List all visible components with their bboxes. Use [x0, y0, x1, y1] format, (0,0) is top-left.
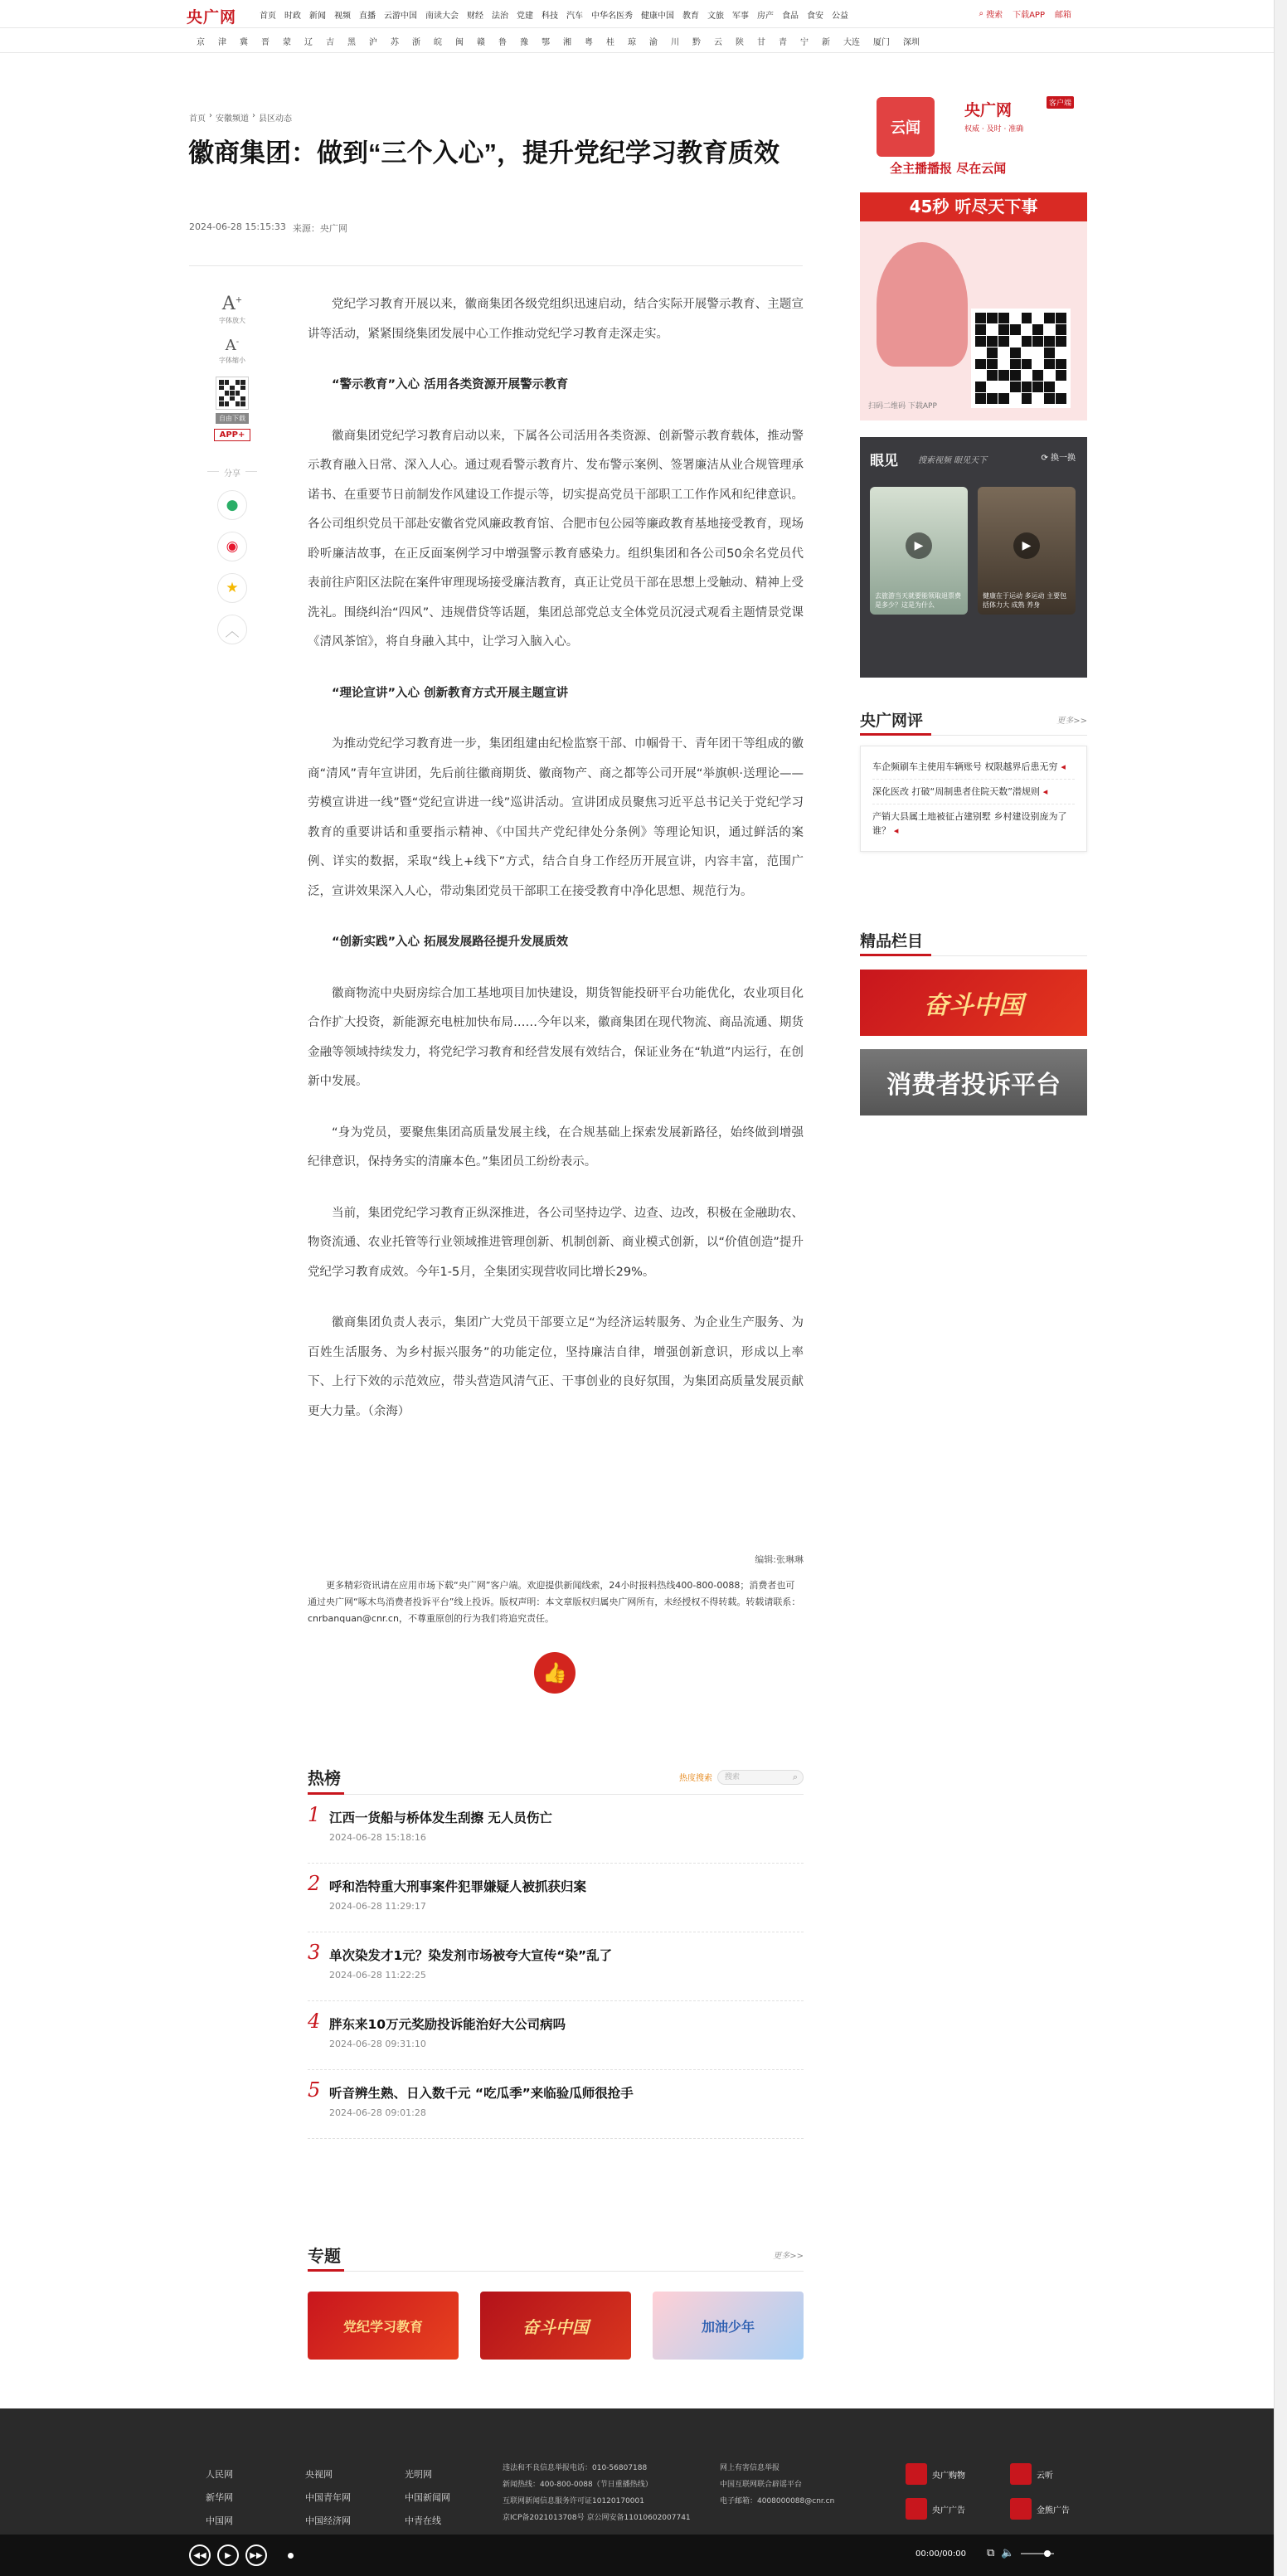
nav-link[interactable]: 新闻 [309, 11, 326, 21]
audio-player [0, 2535, 1287, 2576]
nav-link[interactable]: 时政 [284, 11, 301, 21]
microphone-image [877, 242, 968, 367]
nav-link[interactable]: 首页 [260, 11, 276, 21]
hot-list-item[interactable] [308, 1932, 804, 2001]
province-link[interactable]: 辽 [304, 37, 313, 47]
hot-list-item[interactable] [308, 2070, 804, 2139]
province-link[interactable]: 渝 [649, 37, 658, 47]
article-source: 来源：央广网 [292, 223, 347, 234]
mail-link[interactable]: 邮箱 [1055, 11, 1071, 20]
hot-item-title[interactable]: 听音辨生熟、日入数千元 “吃瓜季”来临验瓜师很抢手 [329, 2086, 634, 2101]
back-to-top-icon[interactable]: ︿ [217, 615, 247, 644]
province-link[interactable]: 豫 [520, 37, 528, 47]
column-banner[interactable]: 奋斗中国 [860, 970, 1087, 1036]
topic-card[interactable]: 党纪学习教育 [308, 2292, 459, 2360]
hot-search-label: 热度搜索 [679, 1774, 712, 1783]
footer-link[interactable]: 人民网 [206, 2469, 233, 2480]
review-title: 央广网评 [860, 708, 923, 731]
footer-link[interactable]: 中国新闻网 [405, 2492, 450, 2503]
font-down-icon: A- [225, 337, 240, 354]
audio-icon: ◂ [891, 825, 899, 836]
article-tools [203, 294, 261, 644]
article-paragraph: 党纪学习教育开展以来，徽商集团各级党组织迅速启动，结合实际开展警示教育、主题宣讲等活动，紧紧围绕集团发展中心工作推动党纪学习教育走深走实。 [308, 298, 804, 341]
nav-link[interactable]: 汽车 [566, 11, 583, 21]
topics-section [308, 2243, 804, 2360]
province-link[interactable]: 粤 [585, 37, 593, 47]
topic-card[interactable]: 奋斗中国 [480, 2292, 631, 2360]
columns-section [860, 929, 1087, 1115]
ad-tag: 客户端 [1047, 96, 1074, 109]
ad-brand: 央广网 [964, 101, 1013, 119]
province-link[interactable]: 川 [671, 37, 679, 47]
top-right-links [979, 7, 1071, 20]
province-link[interactable]: 鲁 [498, 37, 507, 47]
hot-rank: 5 [308, 2078, 321, 2102]
province-link[interactable]: 冀 [240, 37, 248, 47]
column-banner[interactable]: 消费者投诉平台 [860, 1049, 1087, 1115]
search-icon: ⌕ [979, 9, 984, 18]
article-paragraph: 为推动党纪学习教育进一步，集团组建由纪检监察干部、巾帼骨干、青年团干等组成的徽商“清风”青年宣讲团，先后前往徽商期货、徽商物产、商之都等公司开展“举旗帜·送理论——劳模宣讲进一线”暨“党纪宣讲进一线”巡讲活动。宣讲团成员聚焦习近平总书记关于党纪学习教育的重要讲话和重要指示精神、《中国共产党纪律处分条例》等理论知识，通过鲜活的案例、详实的数据，采取“线上+线下”方式，结合自身工作经历开展宣讲，内容丰富，范围广泛，宣讲效果深入人心，带动集团党员干部职工在接受教育中净化思想、规范行为。 [308, 737, 804, 898]
review-item-text: 深化医改 打破“周制患者住院天数”潜规则 [872, 786, 1040, 797]
article-subheading: “创新实践”入心 拓展发展路径提升发展质效 [332, 936, 569, 949]
province-link[interactable]: 陕 [736, 37, 744, 47]
hot-rank: 4 [308, 2010, 321, 2033]
nav-link[interactable]: 文旅 [707, 11, 724, 21]
article-paragraph: 徽商集团党纪学习教育启动以来，下属各公司活用各类资源、创新警示教育载体，推动警示教育融入日常、深入人心。通过观看警示教育片、发布警示案例、签署廉洁从业合规管理承诺书、在重要节日前制发作风建设工作提示等，切实提高党员干部职工工作作风和纪律意识。各公司组织党员干部赴安徽省党风廉政教育馆、合肥市包公园等廉政教育基地接受教育，现场聆听廉洁故事，在正反面案例学习中增强警示教育感染力。组织集团和各公司50余名党员代表前往庐阳区法院在案件审理现场接受廉洁教育，真正让党员干部在思想上受触动、精神上受洗礼。围绕纠治“四风”、违规借贷等话题，集团总部党总支全体党员沉浸式观看主题情景党课《清风茶馆》，将自身融入其中，让学习入脑入心。 [308, 429, 804, 649]
copyright-notice: 更多精彩资讯请在应用市场下载“央广网”客户端。欢迎提供新闻线索，24小时报料热线400-800-0088；消费者也可通过央广网“啄木鸟消费者投诉平台”线上投诉。版权声明：本文章版权归属央广网所有，未经授权不得转载。转载请联系：cnrbanquan@cnr.cn，不尊重原创的行为我们将追究责任。 [308, 1580, 801, 1624]
audio-icon: ◂ [1057, 761, 1066, 772]
province-link[interactable]: 黔 [692, 37, 701, 47]
province-link[interactable]: 皖 [434, 37, 442, 47]
footer-app-label: 金熊广告 [1037, 2506, 1070, 2515]
article-paragraph: 当前，集团党纪学习教育正纵深推进，各公司坚持边学、边查、边改，积极在金融助农、物资流通、农业托管等行业领域推进管理创新、机制创新、商业模式创新，以“价值创造”提升党纪学习教育成效。今年1-5月，全集团实现营收同比增长29%。 [308, 1206, 804, 1279]
weibo-share-icon[interactable]: ◉ [217, 532, 247, 561]
hot-list-title: 热榜 [308, 1765, 341, 1789]
player-time: 00:00/00:00 [915, 2549, 967, 2559]
review-more-link[interactable]: 更多>> [1056, 717, 1087, 726]
ad-banner-text: 45秒 听尽天下事 [860, 192, 1087, 221]
footer-app-link[interactable] [1010, 2463, 1101, 2485]
font-up-icon: A+ [221, 294, 243, 314]
hot-item-title[interactable]: 单次染发才1元？染发剂市场被夸大宣传“染”乱了 [329, 1948, 613, 1963]
columns-title: 精品栏目 [860, 929, 923, 951]
app-logo-icon [1010, 2498, 1032, 2520]
hot-search [679, 1770, 804, 1785]
footer-app-label: 央广广告 [932, 2506, 965, 2515]
province-link[interactable]: 深圳 [903, 37, 920, 47]
app-logo-icon [1010, 2463, 1032, 2485]
province-link[interactable]: 大连 [843, 37, 860, 47]
article-subheading: “警示教育”入心 活用各类资源开展警示教育 [332, 378, 569, 391]
article-body [308, 290, 804, 1448]
article-paragraph: 徽商集团负责人表示，集团广大党员干部要立足“为经济运转服务、为企业生产服务、为百姓生活服务、为乡村振兴服务”的功能定位，坚持廉洁自律，增强创新意识，形成以上率下、上行下效的示范效应，带头营造风清气正、干事创业的良好氛围，为集团高质量发展贡献更大力量。（余海） [308, 1316, 804, 1418]
nav-link[interactable]: 党建 [517, 11, 533, 21]
qr-code-icon [971, 309, 1071, 408]
volume-slider[interactable] [1021, 2553, 1054, 2554]
footer-info: 网上有害信息举报 [720, 2464, 780, 2472]
province-link[interactable]: 苏 [391, 37, 399, 47]
nav-link[interactable]: 公益 [832, 11, 848, 21]
article-title: 徽商集团：做到“三个入心”，提升党纪学习教育质效 [188, 139, 779, 168]
footer-link[interactable]: 中国经济网 [305, 2515, 351, 2526]
font-increase-button[interactable]: A+ 字体放大 [219, 294, 245, 324]
footer-app-label: 央广购物 [932, 2471, 965, 2481]
site-logo[interactable]: 央广网 [187, 8, 237, 27]
review-item-text: 车企频刷车主使用车辆账号 权限越界后患无穷 [872, 761, 1058, 772]
video-thumb[interactable]: ▶ 健康在于运动 多运动 主要包括体力大 成熟 养身 [978, 487, 1076, 615]
download-app-link[interactable]: 下载APP [1013, 11, 1045, 20]
hot-item-title[interactable]: 胖东来10万元奖励投诉能治好大公司病吗 [329, 2017, 566, 2032]
footer-link[interactable]: 新华网 [206, 2492, 233, 2503]
qr-code-icon[interactable] [216, 377, 249, 410]
footer-link[interactable]: 光明网 [405, 2469, 432, 2480]
breadcrumb-channel[interactable]: 安徽频道 [216, 114, 249, 124]
article-paragraph: 徽商物流中央厨房综合加工基地项目加快建设，期货智能投研平台功能优化，农业项目化合作扩大投资，新能源充电桩加快布局……今年以来，徽商集团在现代物流、商品流通、期货金融等领域持续发力，将党纪学习教育和经营发展有效结合，保证业务在“轨道”内运行，在创新中发展。 [308, 986, 804, 1088]
nav-link[interactable]: 直播 [359, 11, 376, 21]
wechat-share-icon[interactable]: ● [217, 490, 247, 520]
hot-item-date: 2024-06-28 09:31:10 [329, 2039, 426, 2049]
province-link[interactable]: 湘 [563, 37, 571, 47]
nav-link[interactable]: 科技 [542, 11, 558, 21]
footer-info: 中国互联网联合辟谣平台 [720, 2481, 803, 2489]
province-link[interactable]: 鄂 [542, 37, 550, 47]
favorite-star-icon[interactable]: ★ [217, 573, 247, 603]
top-nav [0, 0, 1287, 28]
nav-link[interactable]: 食品 [782, 11, 799, 21]
play-icon: ▶ [1013, 532, 1040, 559]
footer-app-link[interactable] [1010, 2498, 1101, 2520]
app-download-label: 自由下载 [216, 413, 249, 424]
hot-search-input[interactable]: 搜索 ⌕ [717, 1770, 804, 1785]
popout-icon[interactable]: ⧉ [987, 2547, 995, 2559]
footer-app-label: 云听 [1037, 2471, 1053, 2481]
article-subheading: “理论宣讲”入心 创新教育方式开展主题宣讲 [332, 686, 569, 700]
progress-handle[interactable] [288, 2553, 294, 2559]
nav-link[interactable]: 中华名医秀 [591, 11, 633, 21]
nav-link[interactable]: 军事 [732, 11, 749, 21]
nav-link[interactable]: 视频 [334, 11, 351, 21]
breadcrumb-section[interactable]: 县区动态 [259, 114, 292, 124]
review-item[interactable] [872, 804, 1075, 843]
font-decrease-button[interactable]: A- 字体缩小 [219, 337, 245, 364]
share-label: 分享 [207, 466, 257, 479]
province-link[interactable]: 琼 [628, 37, 636, 47]
article-date: 2024-06-28 15:15:33 [189, 221, 286, 232]
nav-link[interactable]: 云游中国 [384, 11, 417, 21]
app-ad[interactable]: 云闻 央广网 客户端 权威 · 及时 · 准确 全主播播报 尽在云闻 45秒 听尽天下事 扫码二维码 下载APP [860, 76, 1087, 420]
hot-rank: 2 [308, 1872, 321, 1895]
divider [189, 265, 803, 266]
province-link[interactable]: 蒙 [283, 37, 291, 47]
nav-link[interactable]: 健康中国 [641, 11, 674, 21]
hot-item-date: 2024-06-28 11:22:25 [329, 1970, 426, 1981]
province-link[interactable]: 京 [197, 37, 205, 47]
video-box-title: 眼见 [870, 453, 898, 469]
nav-link[interactable]: 食安 [807, 11, 823, 21]
thumbs-up-icon: 👍 [542, 1661, 567, 1684]
nav-link[interactable]: 法治 [492, 11, 508, 21]
footer-app-link[interactable] [906, 2463, 997, 2485]
next-button[interactable]: ▶▶ [245, 2544, 267, 2566]
footer-info: 违法和不良信息举报电话：010-56807188 [503, 2464, 648, 2472]
province-link[interactable]: 津 [218, 37, 226, 47]
volume-icon[interactable]: 🔈 [1001, 2547, 1015, 2559]
refresh-button[interactable]: ⟳ 换一换 [1041, 454, 1076, 463]
nav-link[interactable]: 教育 [682, 11, 699, 21]
breadcrumb-home[interactable]: 首页 [189, 114, 206, 124]
search-link[interactable]: ⌕ 搜索 [979, 9, 1003, 20]
article-paragraph: “身为党员，要聚焦集团高质量发展主线，在合规基础上探索发展新路径，始终做到增强纪律意识，保持务实的清廉本色。”集团员工纷纷表示。 [308, 1125, 804, 1169]
hot-item-title[interactable]: 江西一货船与桥体发生刮擦 无人员伤亡 [329, 1810, 552, 1825]
play-icon: ▶ [906, 532, 932, 559]
hot-item-title[interactable]: 呼和浩特重大刑事案件犯罪嫌疑人被抓获归案 [329, 1879, 587, 1894]
audio-icon: ◂ [1039, 786, 1048, 797]
province-link[interactable]: 厦门 [873, 37, 890, 47]
hot-item-date: 2024-06-28 15:18:16 [329, 1832, 426, 1843]
nav-link[interactable]: 财经 [467, 11, 483, 21]
footer-link[interactable]: 中青在线 [405, 2515, 441, 2526]
review-item-text: 产销大县属土地被征占建别墅 乡村建设别庞为了谁？ [872, 811, 1067, 836]
footer-app-link[interactable] [906, 2498, 997, 2520]
hot-item-date: 2024-06-28 11:29:17 [329, 1901, 426, 1912]
video-thumb[interactable]: ▶ 去旅游当天就要能领取退票费是多少？这是为什么 [870, 487, 968, 615]
footer-link[interactable]: 中国青年网 [305, 2492, 351, 2503]
app-logo-icon [906, 2498, 927, 2520]
nav-link[interactable]: 南读大会 [425, 11, 459, 21]
hot-list [308, 1765, 804, 2139]
province-link[interactable]: 宁 [800, 37, 809, 47]
nav-links [260, 8, 857, 21]
province-link[interactable]: 赣 [477, 37, 485, 47]
province-link[interactable]: 新 [822, 37, 830, 47]
play-button[interactable]: ▶ [217, 2544, 239, 2566]
video-box: 眼见 搜索视频 眼见天下 ⟳ 换一换 ▶ 去旅游当天就要能领取退票费是多少？这是为什么 ▶ 健康在于运动 多运动 主要包括体力大 成熟 养身 [860, 437, 1087, 678]
review-item[interactable] [872, 780, 1075, 804]
province-link[interactable]: 云 [714, 37, 722, 47]
review-section [860, 708, 1087, 852]
yunwen-logo: 云闻 [877, 97, 935, 157]
province-bar [0, 28, 1287, 53]
topics-title: 专题 [308, 2243, 341, 2267]
footer-info: 互联网新闻信息服务许可证10120170001 [503, 2497, 644, 2506]
province-link[interactable]: 吉 [326, 37, 334, 47]
province-link[interactable]: 黑 [347, 37, 356, 47]
footer-info: 新闻热线：400-800-0088（节日重播热线） [503, 2481, 653, 2489]
footer-info: 京ICP备2021013708号 京公网安备11010602007741 [503, 2514, 691, 2522]
footer-info: 电子邮箱：4008000088@cnr.cn [720, 2497, 835, 2506]
topic-card[interactable]: 加油少年 [653, 2292, 804, 2360]
nav-link[interactable]: 房产 [757, 11, 774, 21]
breadcrumb: 首页 › 安徽频道 › 县区动态 [189, 111, 292, 124]
hot-rank: 1 [308, 1803, 321, 1826]
province-link[interactable]: 青 [779, 37, 787, 47]
scrollbar[interactable] [1274, 0, 1287, 2576]
hot-list-item[interactable] [308, 1795, 804, 1864]
province-link[interactable]: 桂 [606, 37, 614, 47]
review-item[interactable] [872, 755, 1075, 780]
article-meta [189, 221, 347, 235]
province-link[interactable]: 闽 [455, 37, 464, 47]
hot-list-item[interactable] [308, 2001, 804, 2070]
province-link[interactable]: 浙 [412, 37, 420, 47]
province-link[interactable]: 甘 [757, 37, 765, 47]
province-link[interactable]: 沪 [369, 37, 377, 47]
footer-link[interactable]: 中国网 [206, 2515, 233, 2526]
topics-more-link[interactable]: 更多>> [773, 2252, 804, 2261]
province-link[interactable]: 晋 [261, 37, 270, 47]
like-button[interactable] [534, 1652, 576, 1694]
prev-button[interactable]: ◀◀ [189, 2544, 211, 2566]
hot-rank: 3 [308, 1941, 321, 1964]
hot-list-item[interactable] [308, 1864, 804, 1932]
hot-item-date: 2024-06-28 09:01:28 [329, 2107, 426, 2118]
app-logo-icon [906, 2463, 927, 2485]
app-badge[interactable]: APP+ [214, 429, 251, 441]
footer-link[interactable]: 央视网 [305, 2469, 333, 2480]
article-editor: 编辑:张琳琳 [755, 1554, 804, 1565]
